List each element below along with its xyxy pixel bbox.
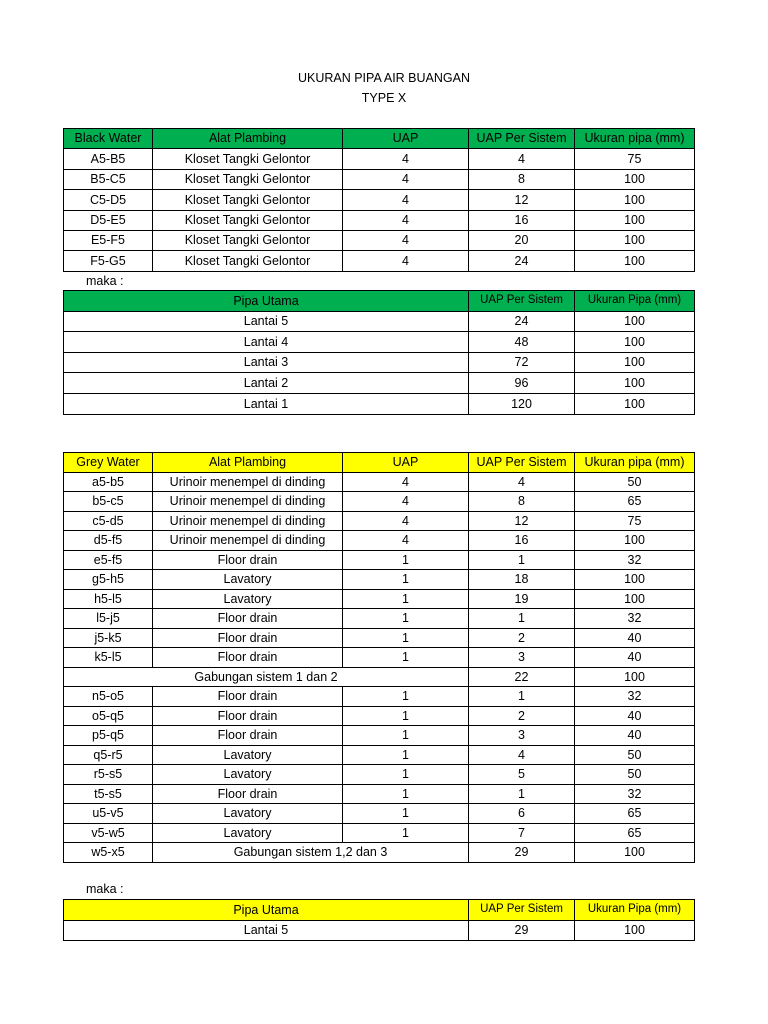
cell: 1 [343,765,469,785]
cell: Kloset Tangki Gelontor [153,210,343,230]
cell: 22 [469,667,575,687]
table-row [64,706,695,726]
cell: Kloset Tangki Gelontor [153,149,343,169]
table-row [64,589,695,609]
cell: D5-E5 [64,210,153,230]
cell: Kloset Tangki Gelontor [153,251,343,271]
cell: 1 [343,687,469,707]
cell: F5-G5 [64,251,153,271]
cell: Lavatory [153,570,343,590]
cell: q5-r5 [64,745,153,765]
black-water-table [63,128,695,272]
cell: 40 [575,648,695,668]
cell: 5 [469,765,575,785]
cell: 19 [469,589,575,609]
cell: B5-C5 [64,169,153,189]
cell: 1 [343,784,469,804]
cell: 1 [343,589,469,609]
cell: 16 [469,210,575,230]
column-header: UAP Per Sistem [469,453,575,473]
document-title: UKURAN PIPA AIR BUANGAN [297,71,471,85]
table-row [64,804,695,824]
cell: t5-s5 [64,784,153,804]
cell: C5-D5 [64,190,153,210]
cell: 1 [343,804,469,824]
table-row [64,472,695,492]
cell: 96 [469,373,575,394]
cell: j5-k5 [64,628,153,648]
table-row-total [64,843,695,863]
cell: Urinoir menempel di dinding [153,531,343,551]
table-row [64,492,695,512]
cell: Lantai 5 [64,311,469,332]
cell: 100 [575,190,695,210]
cell: p5-q5 [64,726,153,746]
column-header: UAP Per Sistem [469,900,575,921]
cell: 100 [575,531,695,551]
main-pipe-table-grey [63,899,695,941]
table-row [64,687,695,707]
cell: E5-F5 [64,230,153,250]
cell: 7 [469,823,575,843]
cell: Floor drain [153,726,343,746]
cell: Floor drain [153,687,343,707]
cell: 4 [343,190,469,210]
cell: 100 [575,332,695,353]
table-row [64,550,695,570]
cell: Urinoir menempel di dinding [153,472,343,492]
cell: h5-l5 [64,589,153,609]
cell: 1 [343,706,469,726]
cell: 1 [469,784,575,804]
cell: 24 [469,311,575,332]
table-row [64,784,695,804]
cell: 4 [343,511,469,531]
cell: 8 [469,169,575,189]
table-row [64,230,695,250]
table-header-row [64,129,695,149]
cell: 2 [469,706,575,726]
cell: 100 [575,230,695,250]
cell: 75 [575,149,695,169]
maka-label: maka : [86,882,124,896]
cell: g5-h5 [64,570,153,590]
grey-water-table [63,452,695,863]
cell: Lantai 3 [64,352,469,373]
table-row [64,251,695,271]
cell: 100 [575,920,695,941]
column-header: Ukuran pipa (mm) [575,453,695,473]
cell: 50 [575,765,695,785]
cell: Lavatory [153,823,343,843]
cell: Lavatory [153,765,343,785]
main-pipe-table [63,290,695,415]
cell: 4 [469,472,575,492]
cell: 100 [575,311,695,332]
cell: 1 [343,745,469,765]
cell: 120 [469,393,575,414]
column-header: UAP [343,453,469,473]
cell: 65 [575,823,695,843]
column-header: Alat Plambing [153,129,343,149]
cell: 1 [469,687,575,707]
cell: 100 [575,589,695,609]
cell: 29 [469,920,575,941]
cell: e5-f5 [64,550,153,570]
cell: Floor drain [153,550,343,570]
cell: 100 [575,169,695,189]
cell: 3 [469,726,575,746]
table-row [64,332,695,353]
cell: Lavatory [153,589,343,609]
cell: 75 [575,511,695,531]
cell: d5-f5 [64,531,153,551]
cell: 3 [469,648,575,668]
cell: 1 [469,609,575,629]
cell: 50 [575,472,695,492]
cell: 40 [575,706,695,726]
cell: k5-l5 [64,648,153,668]
table-row [64,745,695,765]
cell: 1 [343,628,469,648]
cell: Floor drain [153,784,343,804]
column-header: Ukuran Pipa (mm) [575,900,695,921]
cell: 2 [469,628,575,648]
table-row [64,726,695,746]
cell: Floor drain [153,706,343,726]
cell: a5-b5 [64,472,153,492]
table-row [64,169,695,189]
cell: 1 [343,648,469,668]
cell: Lavatory [153,804,343,824]
table-row [64,190,695,210]
cell: Kloset Tangki Gelontor [153,230,343,250]
cell: 40 [575,726,695,746]
document-subtitle: TYPE X [361,91,407,105]
cell: b5-c5 [64,492,153,512]
cell: Kloset Tangki Gelontor [153,190,343,210]
cell: 32 [575,784,695,804]
column-header: UAP [343,129,469,149]
table-row [64,531,695,551]
cell: 100 [575,373,695,394]
cell: Lantai 4 [64,332,469,353]
cell: 100 [575,210,695,230]
table-row [64,393,695,414]
cell: 50 [575,745,695,765]
maka-label: maka : [86,274,124,288]
cell: Floor drain [153,648,343,668]
cell: u5-v5 [64,804,153,824]
cell: 100 [575,667,695,687]
cell: Lantai 1 [64,393,469,414]
cell: 100 [575,393,695,414]
table-row [64,648,695,668]
cell: o5-q5 [64,706,153,726]
cell: 4 [343,169,469,189]
cell: 12 [469,511,575,531]
cell: r5-s5 [64,765,153,785]
cell: 4 [343,210,469,230]
cell: Kloset Tangki Gelontor [153,169,343,189]
cell: 100 [575,352,695,373]
table-header-row [64,900,695,921]
cell: Lavatory [153,745,343,765]
table-row [64,511,695,531]
column-header: Pipa Utama [64,900,469,921]
cell: Urinoir menempel di dinding [153,511,343,531]
cell: w5-x5 [64,843,153,863]
cell: Gabungan sistem 1 dan 2 [64,667,469,687]
cell: 1 [343,726,469,746]
table-row-subtotal [64,667,695,687]
cell: 100 [575,570,695,590]
cell: Floor drain [153,609,343,629]
table-row [64,149,695,169]
cell: 20 [469,230,575,250]
column-header: Ukuran Pipa (mm) [575,291,695,312]
table-row [64,570,695,590]
cell: 18 [469,570,575,590]
cell: 4 [469,745,575,765]
cell: 48 [469,332,575,353]
cell: Gabungan sistem 1,2 dan 3 [153,843,469,863]
table-row [64,373,695,394]
cell: 1 [469,550,575,570]
table-row [64,210,695,230]
cell: 4 [343,149,469,169]
cell: 100 [575,251,695,271]
cell: 4 [343,251,469,271]
cell: 6 [469,804,575,824]
table-row [64,609,695,629]
cell: 32 [575,609,695,629]
cell: 40 [575,628,695,648]
cell: Urinoir menempel di dinding [153,492,343,512]
column-header: Pipa Utama [64,291,469,312]
column-header: Black Water [64,129,153,149]
column-header: UAP Per Sistem [469,129,575,149]
table-row [64,352,695,373]
cell: 1 [343,823,469,843]
table-header-row [64,291,695,312]
cell: l5-j5 [64,609,153,629]
table-row [64,823,695,843]
cell: 65 [575,492,695,512]
cell: 32 [575,687,695,707]
cell: 32 [575,550,695,570]
table-row [64,920,695,941]
cell: Floor drain [153,628,343,648]
cell: 4 [469,149,575,169]
cell: 65 [575,804,695,824]
cell: Lantai 5 [64,920,469,941]
column-header: Alat Plambing [153,453,343,473]
table-row [64,628,695,648]
cell: A5-B5 [64,149,153,169]
cell: 1 [343,609,469,629]
cell: Lantai 2 [64,373,469,394]
cell: 12 [469,190,575,210]
cell: 4 [343,472,469,492]
cell: 29 [469,843,575,863]
table-row [64,765,695,785]
cell: 72 [469,352,575,373]
cell: 8 [469,492,575,512]
cell: c5-d5 [64,511,153,531]
cell: 1 [343,550,469,570]
column-header: Grey Water [64,453,153,473]
table-header-row [64,453,695,473]
cell: v5-w5 [64,823,153,843]
column-header: UAP Per Sistem [469,291,575,312]
cell: 4 [343,531,469,551]
cell: 4 [343,492,469,512]
cell: 16 [469,531,575,551]
column-header: Ukuran pipa (mm) [575,129,695,149]
table-row [64,311,695,332]
cell: 100 [575,843,695,863]
cell: 4 [343,230,469,250]
cell: n5-o5 [64,687,153,707]
cell: 24 [469,251,575,271]
cell: 1 [343,570,469,590]
